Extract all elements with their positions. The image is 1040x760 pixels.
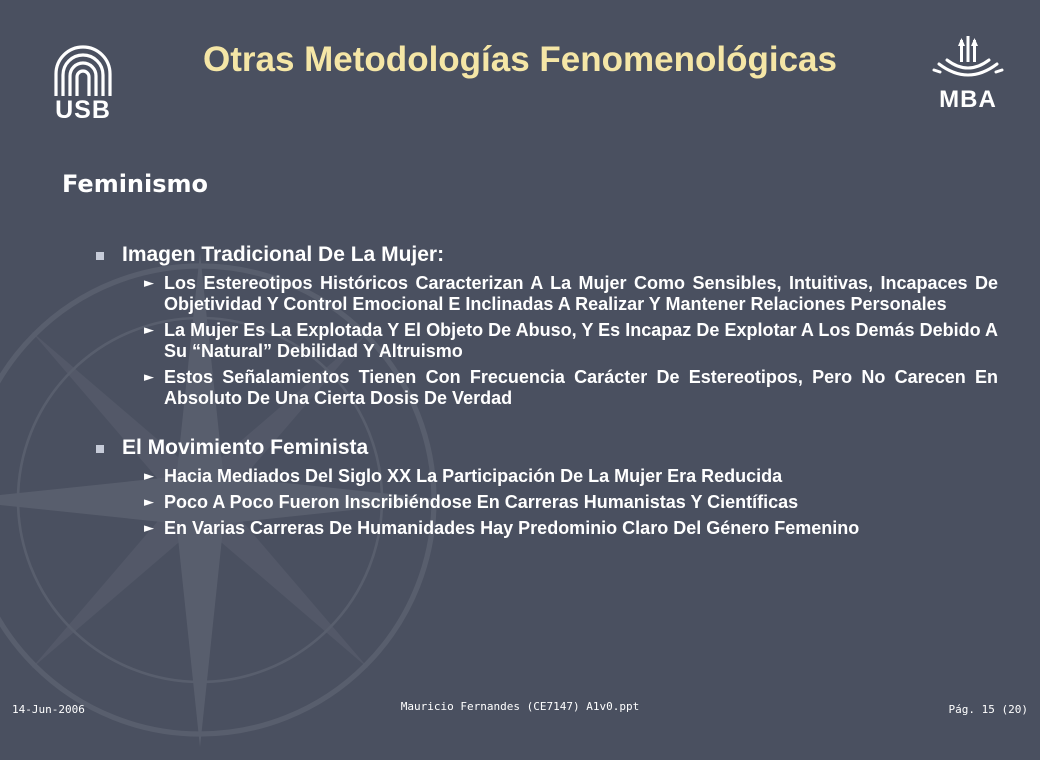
square-bullet-icon — [96, 445, 104, 453]
arrow-bullet-icon: ► — [144, 276, 154, 291]
mba-logo — [928, 34, 1008, 124]
usb-logo-text: USB — [55, 96, 111, 124]
usb-logo — [38, 40, 128, 124]
footer-page-number: Pág. 15 (20) — [948, 703, 1028, 716]
usb-dome-icon — [52, 40, 114, 98]
mba-logo-text: MBA — [939, 86, 997, 113]
slide-title: Otras Metodologías Fenomenológicas — [203, 40, 837, 79]
arrow-bullet-icon: ► — [144, 323, 154, 338]
sub-bullet: ► Poco A Poco Fueron Inscribiéndose En Carreras Humanistas Y Científicas — [144, 492, 799, 512]
arrow-bullet-icon: ► — [144, 469, 154, 484]
sub-bullet: ► Estos Señalamientos Tienen Con Frecuencia Carácter De Estereotipos, Pero No Carecen En Absoluto De Una Cierta Dosis De Verdad — [144, 367, 998, 408]
bullet-heading-movimiento: El Movimiento Feminista — [96, 436, 998, 460]
sub-bullet: ► La Mujer Es La Explotada Y El Objeto De Abuso, Y Es Incapaz De Explotar A Los Demás Debido A Su “Natural” Debilidad Y Altruismo — [144, 320, 998, 361]
arrow-bullet-icon: ► — [144, 521, 154, 536]
square-bullet-icon — [96, 252, 104, 260]
sub-bullet: ► En Varias Carreras De Humanidades Hay Predominio Claro Del Género Femenino — [144, 518, 860, 538]
bullet-heading-imagen: Imagen Tradicional De La Mujer: — [96, 243, 998, 267]
arrow-bullet-icon: ► — [144, 370, 154, 385]
footer-date: 14-Jun-2006 — [12, 703, 85, 716]
mba-emblem-icon — [931, 34, 1005, 90]
sub-bullet: ► Los Estereotipos Históricos Caracterizan A La Mujer Como Sensibles, Intuitivas, Incapaces De Objetividad Y Control Emocional E Inclinadas A Realizar Y Mantener Relaciones Personales — [144, 273, 998, 314]
section-heading: Feminismo — [62, 170, 209, 198]
footer-filename: Mauricio Fernandes (CE7147) A1v0.ppt — [400, 700, 640, 713]
sub-bullet: ► Hacia Mediados Del Siglo XX La Participación De La Mujer Era Reducida — [144, 466, 783, 486]
arrow-bullet-icon: ► — [144, 495, 154, 510]
slide-content — [96, 243, 998, 544]
